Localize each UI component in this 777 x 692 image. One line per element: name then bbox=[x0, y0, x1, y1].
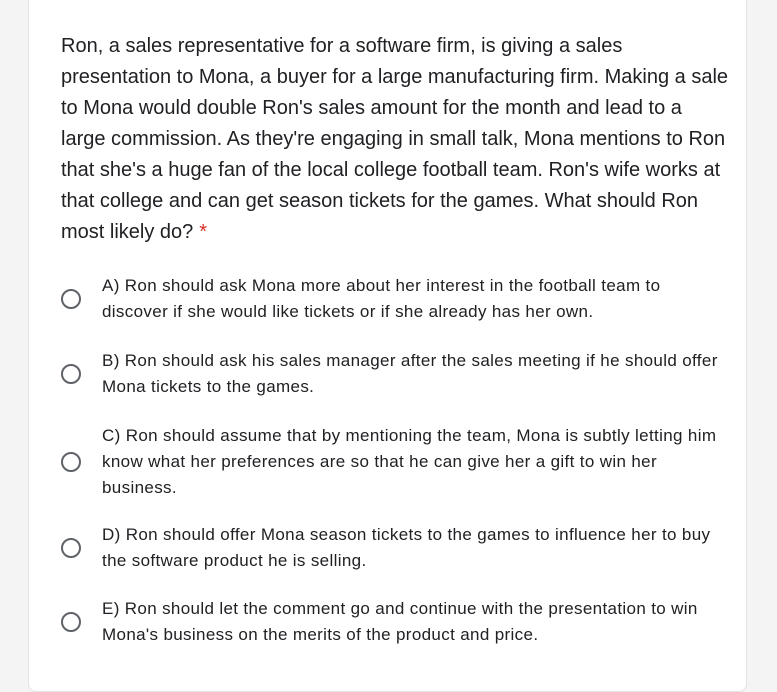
question-card bbox=[28, 0, 747, 692]
option-b[interactable] bbox=[59, 348, 719, 400]
option-d-label: D) Ron should offer Mona season tickets to the games to influence her to buy the software product he is selling. bbox=[102, 525, 711, 570]
required-marker: * bbox=[199, 221, 208, 243]
radio-button-a[interactable] bbox=[61, 289, 81, 309]
option-b-label: B) Ron should ask his sales manager after the sales meeting if he should offer Mona tickets to the games. bbox=[102, 351, 718, 396]
option-a[interactable] bbox=[59, 273, 719, 325]
radio-button-e[interactable] bbox=[61, 612, 81, 632]
question-body: Ron, a sales representative for a software firm, is giving a sales presentation to Mona, a buyer for a large manufacturing firm. Making a sale to Mona would double Ron's sales amount for the month and lead to a large commission. As they're engaging in small talk, Mona mentions to Ron that she's a huge fan of the local college football team. Ron's wife works at that college and can get season tickets for the games. What should Ron most likely do? bbox=[61, 35, 729, 243]
option-e-label: E) Ron should let the comment go and continue with the presentation to win Mona's business on the merits of the product and price. bbox=[102, 599, 698, 644]
option-d[interactable] bbox=[59, 522, 719, 574]
radio-button-d[interactable] bbox=[61, 538, 81, 558]
option-e[interactable] bbox=[59, 596, 719, 648]
option-c[interactable] bbox=[59, 423, 719, 501]
option-a-label: A) Ron should ask Mona more about her interest in the football team to discover if she would like tickets or if she already has her own. bbox=[102, 276, 661, 321]
radio-button-b[interactable] bbox=[61, 364, 81, 384]
option-c-label: C) Ron should assume that by mentioning the team, Mona is subtly letting him know what her preferences are so that he can give her a gift to win her business. bbox=[102, 426, 717, 497]
radio-button-c[interactable] bbox=[61, 452, 81, 472]
question-text bbox=[61, 31, 731, 248]
